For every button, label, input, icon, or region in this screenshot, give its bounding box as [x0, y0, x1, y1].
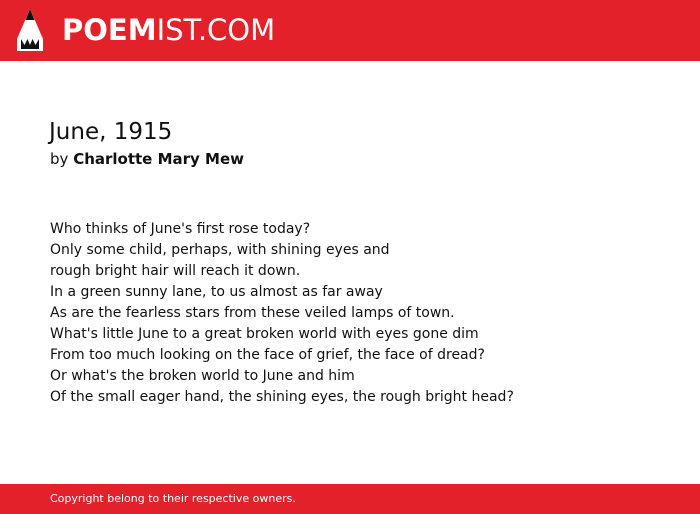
poem-line: From too much looking on the face of grief, the face of dread?: [50, 347, 485, 363]
poem-line: rough bright hair will reach it down.: [50, 263, 301, 279]
poem-line: In a green sunny lane, to us almost as far away: [50, 284, 383, 300]
site-logo-text[interactable]: [62, 12, 275, 48]
poem-line: What's little June to a great broken world with eyes gone dim: [50, 326, 479, 342]
poem-body: [50, 219, 514, 408]
poem-title: June, 1915: [49, 119, 173, 145]
poem-line: As are the fearless stars from these veiled lamps of town.: [50, 305, 455, 321]
copyright-notice: Copyright belong to their respective owners.: [50, 492, 296, 505]
site-footer: [0, 484, 700, 514]
site-header: [0, 0, 700, 61]
brand-light: IST.COM: [156, 13, 276, 47]
poem-line: Of the small eager hand, the shining eyes, the rough bright head?: [50, 389, 514, 405]
poem-line: Or what's the broken world to June and him: [50, 368, 355, 384]
poem-byline: [50, 149, 244, 169]
by-label: by: [50, 150, 69, 168]
brand-strong: POEM: [62, 13, 157, 47]
poem-line: Only some child, perhaps, with shining eyes and: [50, 242, 390, 258]
poem-author: Charlotte Mary Mew: [73, 150, 244, 168]
poem-line: Who thinks of June's first rose today?: [50, 221, 311, 237]
pencil-tip-icon[interactable]: [17, 9, 43, 51]
